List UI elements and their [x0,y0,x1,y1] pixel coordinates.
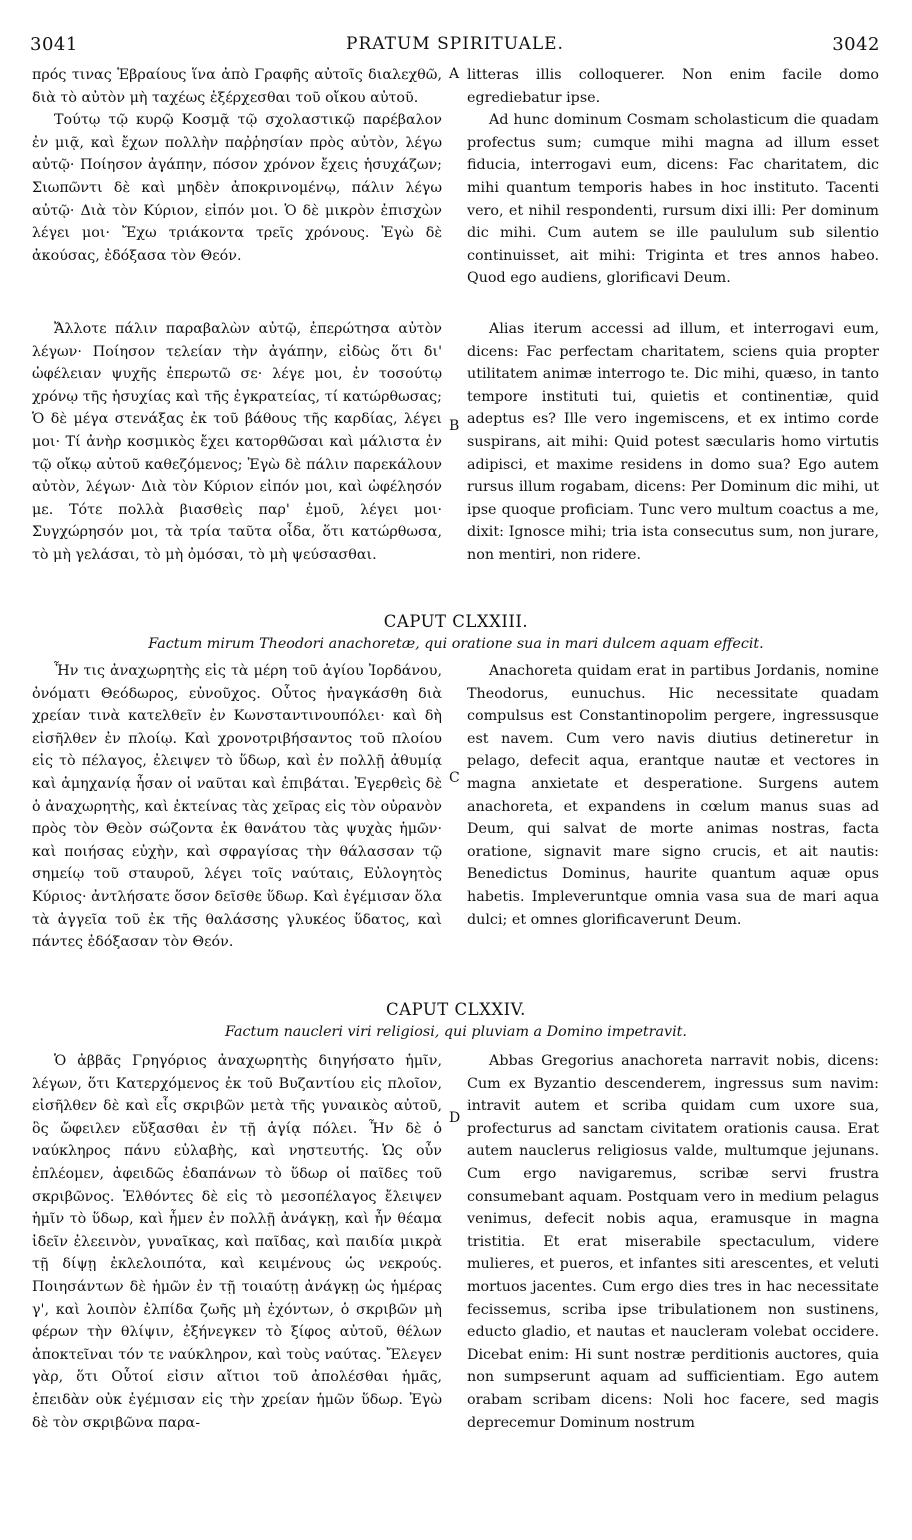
margin-marker-a: A [449,66,460,82]
chapter-174-title: CAPUT CLXXIV. [386,1000,526,1019]
chapter-173-title: CAPUT CLXXIII. [383,612,529,631]
latin-paragraph: litteras illis colloquerer. Non enim facile domo egrediebatur ipse. [467,67,879,106]
greek-paragraph: Ὁ ἀββᾶς Γρηγόριος ἀναχωρητὴς διηγήσατο ἡμῖν, λέγων, ὅτι Κατερχόμενος ἐκ τοῦ Βυζαντίου εἰς πλοῖον, εἰσῆλθεν δὲ καὶ εἷς σκριβῶν μετὰ τῆς γυναικὸς αὐτοῦ, ὃς ὤφειλεν εὔξασθαι ἐν τῇ ἁγίᾳ πόλει. Ἦν δὲ ὁ ναύκληρος πάνυ εὐλαβὴς, καὶ νηστευτής. Ὡς οὖν ἐπλέομεν, ἀφειδῶς ἐδαπάνων τὸ ὕδωρ οἱ παῖδες τοῦ σκριβῶνος. Ἐλθόντες δὲ εἰς τὸ μεσοπέλαγος ἔλειψεν ἡμῖν τὸ ὕδωρ, καὶ ἦμεν ἐν πολλῇ ἀνάγκῃ, καὶ ἦν θέαμα ἰδεῖν ἐλεεινὸν, γυναῖκας, καὶ παῖδας, καὶ παιδία μικρὰ τῇ δίψῃ ἐκλελοιπότα, καὶ κειμένους ὡς νεκρούς. Ποιησάντων δὲ ἡμῶν ἐν τῇ τοιαύτῃ ἀνάγκῃ ὡς ἡμέρας γ', καὶ λοιπὸν ἐλπίδα ζωῆς μὴ ἐχόντων, ὁ σκριβῶν μὴ φέρων τὴν θλίψιν, ἐξήνεγκεν τὸ ξίφος αὐτοῦ, θέλων ἀποκτεῖναι τόν τε ναύκληρον, καὶ τοὺς ναύτας. Ἔλεγεν γὰρ, ὅτι Οὗτοί εἰσιν αἴτιοι τοῦ ἀπολέσθαι ἡμᾶς, ἐπειδὰν οὐκ ἐγέμισαν εἰς τὴν χρείαν ἡμῶν ὕδωρ. Ἐγὼ δὲ τὸν σκριβῶνα παρα- [32,1053,442,1431]
left-page-number: 3041 [30,34,78,55]
latin-paragraph: Abbas Gregorius anachoreta narravit nobis, dicens: Cum ex Byzantio descenderem, ingressus sum navim: intravit autem et scriba quidam cum uxore sua, profecturus ad sanctam civitatem orationis causa. Erat autem nauclerus religiosus valde, multumque jejunans. Cum ergo navigaremus, scribæ servi frustra consumebant aquam. Postquam vero in medium pelagus venimus, defecit nobis aqua, eramusque in magna tristitia. Et erat miserabile spectaculum, videre mulieres, et pueros, et infantes siti arescentes, et veluti mortuos jacentes. Cum ergo dies tres in hac necessitate fecissemus, scriba ipse tribulationem non sustinens, educto gladio, et nautas et naucleram volebat occidere. Dicebat enim: Hi sunt nostræ perditionis auctores, quia non sumpserunt aquam ad sufficientiam. Ego autem orabam scribam dicens: Noli hoc facere, sed magis deprecemur Dominum nostrum [467,1053,879,1431]
greek-paragraph: Ἄλλοτε πάλιν παραβαλὼν αὐτῷ, ἐπερώτησα αὐτὸν λέγων· Ποίησον τελείαν τὴν ἀγάπην, εἰδὼς ὅτι δι' ὠφέλειαν ψυχῆς ἐπερωτῶ σε· λέγε μοι, ἐν τοσούτῳ χρόνῳ τῆς ἡσυχίας καὶ τῆς ἐγκρατείας, τί κατώρθωσας; Ὁ δὲ μέγα στενάξας ἐκ τοῦ βάθους τῆς καρδίας, λέγει μοι· Τί ἀνὴρ κοσμικὸς ἔχει κατορθῶσαι καὶ μάλιστα ἐν τῷ οἴκῳ αὐτοῦ καθεζόμενος; Ἐγὼ δὲ πάλιν παρεκάλουν αὐτὸν, λέγων· Διὰ τὸν Κύριον εἰπόν μοι, καὶ ὠφέλησόν με. Τότε πολλὰ βιασθεὶς παρ' ἐμοῦ, λέγει μοι· Συγχώρησόν μοι, τὰ τρία ταῦτα οἶδα, ὅτι κατώρθωσα, τὸ μὴ γελάσαι, τὸ μὴ ὀμόσαι, τὸ μὴ ψεύσασθαι. [32,321,442,563]
margin-marker-c: C [449,770,460,786]
page-header [30,34,880,56]
latin-paragraph: Alias iterum accessi ad illum, et interrogavi eum, dicens: Fac perfectam charitatem, sciens quia propter utilitatem animæ interrogo te. Dic mihi, quæso, in tanto tempore instituti tui, quietis et continentiæ, quid adeptus es? Ille vero ingemiscens, et ex intimo corde suspirans, ait mihi: Quid potest sæcularis homo virtutis adipisci, et maxime residens in domo sua? Ego autem rursus illum rogabam, dicens: Per Dominum dic mihi, ut ipse quoque proficiam. Tunc vero multum coactus a me, dixit: Ignosce mihi; tria ista consecutus sum, non jurare, non mentiri, non ridere. [467,321,879,563]
margin-marker-d: D [449,1110,461,1126]
latin-column-intro [467,64,879,290]
running-title: PRATUM SPIRITUALE. [346,34,564,54]
margin-marker-b: B [449,418,460,434]
latin-paragraph: Ad hunc dominum Cosmam scholasticum die quadam profectus sum; cumque mihi magna ad illum esset fiducia, interrogavi eum, dicens: Fac charitatem, dic mihi quantum temporis habes in hoc instituto. Tacenti vero, et nihil respondenti, rursum dixi illi: Per dominum dic mihi. Cum autem se ille paululum sub silentio continuisset, ait mihi: Triginta et tres annos habeo. Quod ego audiens, glorificavi Deum. [467,112,879,287]
greek-paragraph: Τούτῳ τῷ κυρῷ Κοσμᾷ τῷ σχολαστικῷ παρέβαλον ἐν μιᾷ, καὶ ἔχων πολλὴν παῤῥησίαν πρὸς αὐτὸν, λέγω αὐτῷ· Ποίησον ἀγάπην, πόσον χρόνον ἔχεις ἡσυχάζων; Σιωπῶντι δὲ καὶ μηδὲν ἀποκρινομένῳ, πάλιν λέγω αὐτῷ· Διὰ τὸν Κύριον, εἰπόν μοι. Ὁ δὲ μικρὸν ἐπισχὼν λέγει μοι· Ἔχω τριάκοντα τρεῖς χρόνους. Ἐγὼ δὲ ἀκούσας, ἐδόξασα τὸν Θεόν. [32,112,442,264]
greek-paragraph: Ἦν τις ἀναχωρητὴς εἰς τὰ μέρη τοῦ ἁγίου Ἰορδάνου, ὀνόματι Θεόδωρος, εὐνοῦχος. Οὗτος ἠναγκάσθη διὰ χρείαν τινὰ κατελθεῖν ἐν Κωνσταντινουπόλει· καὶ δὴ εἰσῆλθεν ἐν πλοίῳ. Καὶ χρονοτριβήσαντος τοῦ πλοίου εἰς τὸ πέλαγος, ἐλειψεν τὸ ὕδωρ, καὶ ἐν πολλῇ ἀθυμίᾳ καὶ ἀμηχανίᾳ ἦσαν οἱ ναῦται καὶ ἐπιβάται. Ἐγερθεὶς δὲ ὁ ἀναχωρητὴς, καὶ ἐκτείνας τὰς χεῖρας εἰς τὸν οὐρανὸν πρὸς τὸν Θεὸν σώζοντα ἐκ θανάτου τὰς ψυχὰς ἡμῶν· καὶ ποιήσας εὐχὴν, καὶ σφραγίσας τὴν θάλασσαν τῷ σημείῳ τοῦ σταυροῦ, λέγει τοῖς ναύταις, Εὐλογητὸς Κύριος· ἀντλήσατε ὅσον δεῖσθε ὕδωρ. Καὶ ἐγέμισαν ὅλα τὰ ἀγγεῖα τοῦ ἐκ τῆς θαλάσσης γλυκέος ὕδατος, καὶ πάντες ἐδόξασαν τὸν Θεόν. [32,663,442,951]
right-page-number: 3042 [832,34,880,55]
latin-column-dialogue [467,318,879,567]
latin-column-ch174 [467,1050,879,1434]
latin-column-ch173 [467,660,879,931]
greek-column-ch173 [32,660,442,954]
chapter-173-subtitle: Factum mirum Theodori anachoretæ, qui oratione sua in mari dulcem aquam effecit. [148,636,764,652]
greek-column-dialogue [32,318,442,567]
chapter-174-subtitle: Factum naucleri viri religiosi, qui pluviam a Domino impetravit. [225,1024,687,1040]
latin-paragraph: Anachoreta quidam erat in partibus Jordanis, nomine Theodorus, eunuchus. Hic necessitate quadam compulsus est Constantinopolim pergere, ingressusque est navem. Cum vero navis diutius detineretur in pelago, defecit aqua, erantque nautæ et vectores in magna anxietate et desperatione. Surgens autem anachoreta, et expandens in cœlum manus suas ad Deum, qui salvat de morte animas nostras, facta oratione, signavit mare signo crucis, et ait nautis: Benedictus Dominus, haurite quantum aquæ opus habetis. Impleveruntque omnia vasa sua de mari aqua dulci; et omnes glorificaverunt Deum. [467,663,879,928]
greek-column-ch174 [32,1050,442,1434]
greek-column-intro [32,64,442,267]
greek-paragraph: πρός τινας Ἑβραίους ἵνα ἀπὸ Γραφῆς αὐτοῖς διαλεχθῶ, διὰ τὸ αὐτὸν μὴ ταχέως ἐξέρχεσθαι τοῦ οἴκου αὐτοῦ. [32,67,442,106]
